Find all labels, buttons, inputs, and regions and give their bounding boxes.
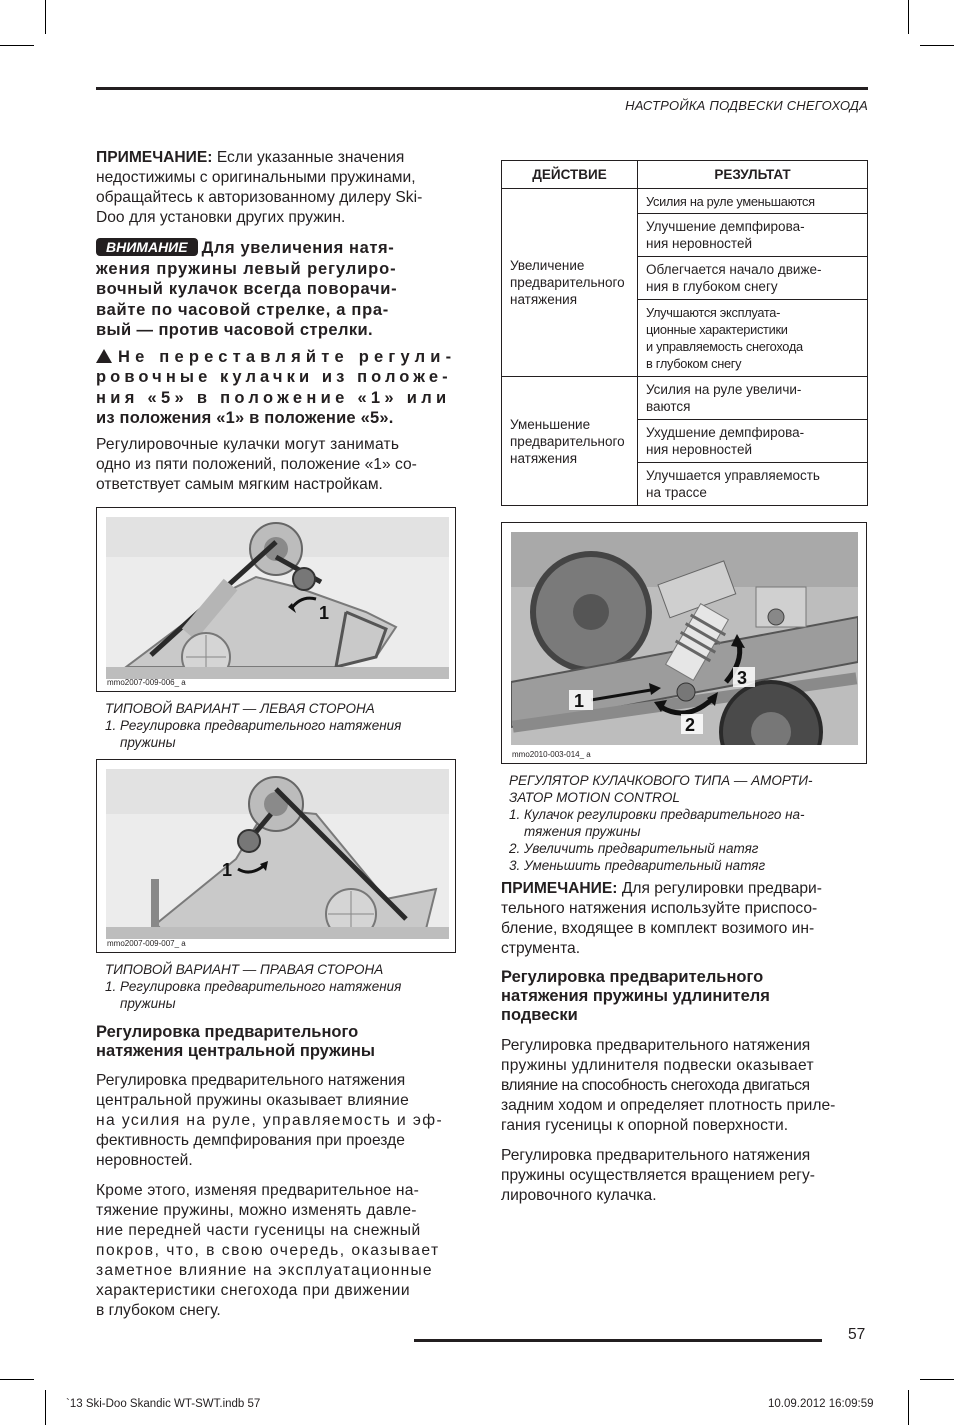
crop-mark — [0, 1379, 34, 1380]
caption-item: пружины — [120, 995, 176, 1011]
caption-item: 3. Уменьшить предварительный натяг — [509, 858, 766, 873]
caption-title: ТИПОВОЙ ВАРИАНТ — ЛЕВАЯ СТОРОНА — [105, 700, 375, 716]
shock-photo — [511, 532, 858, 745]
cams-paragraph: Регулировочные кулачки могут занимать одно из пяти положений, положение «1» со- ответствует самым мягким настройкам. — [96, 435, 417, 493]
table-action-cell: Уменьшение предварительного натяжения — [502, 377, 638, 506]
crop-mark — [920, 1379, 954, 1380]
caption-item: тяжения пружины — [524, 824, 641, 839]
adjustment-results-table — [501, 160, 868, 506]
note-label: ПРИМЕЧАНИЕ: — [501, 880, 618, 897]
caption-item: пружины — [120, 734, 176, 750]
figure-left-side — [96, 507, 456, 692]
table-result-cell: Усилия на руле уменьшаются — [638, 189, 868, 214]
extension-spring-paragraph: Регулировка предварительного натяжения пружины удлинителя подвески оказывает влияние на способность снегохода двигаться задним ходом и определяет плотность приле- гания гусеницы к опорной поверхности. — [501, 1037, 836, 1134]
warning-icon — [96, 349, 112, 363]
table-row — [502, 377, 868, 420]
caption-item: 2. Увеличить предварительный натяг — [509, 841, 759, 856]
callout-1: 1 — [222, 859, 233, 880]
figure-motion-control — [501, 522, 867, 764]
suspension-photo — [106, 769, 449, 939]
table-result-cell: Улучшение демпфирова- ния неровностей — [638, 214, 868, 257]
suspension-illustration — [106, 769, 449, 939]
caution-badge: ВНИМАНИЕ — [96, 238, 198, 256]
crop-mark — [920, 45, 954, 46]
callout-2: 2 — [685, 715, 696, 735]
table-result-cell: Усилия на руле увеличи- ваются — [638, 377, 868, 420]
suspension-photo — [106, 517, 449, 679]
caution-paragraph: ВНИМАНИЕ Для увеличения натя- жения пружины левый регулиро- вочный кулачок всегда поворачи- вайте по часовой стрелке, а пра- вый — против часовой стрелки. — [96, 239, 398, 339]
center-spring-paragraph: Регулировка предварительного натяжения центральной пружины оказывает влияние на усилия на руле, управляемость и эф- фективность демпфирования при проезде неровностей. — [96, 1071, 444, 1169]
caption-item: 1. Регулировка предварительного натяжения — [105, 717, 402, 733]
callout-1: 1 — [319, 602, 330, 623]
print-footer-right: 10.09.2012 16:09:59 — [768, 1398, 874, 1410]
running-header: НАСТРОЙКА ПОДВЕСКИ СНЕГОХОДА — [625, 98, 868, 113]
section-heading: Регулировка предварительного натяжения центральной пружины — [96, 1022, 375, 1060]
cam-rotation-paragraph: Регулировка предварительного натяжения пружины осуществляется вращением регу- лировочного кулачка. — [501, 1147, 815, 1204]
figure-code: mmo2007-009-007_ a — [107, 938, 186, 948]
figure-code: mmo2010-003-014_ a — [512, 750, 591, 759]
crop-mark — [908, 1390, 909, 1425]
warning-paragraph: Не переставляйте регули- ровочные кулачки из положе- ния «5» в положение «1» или из положения «1» в положение «5». — [96, 347, 457, 427]
right-column — [501, 160, 868, 1206]
figure-caption: РЕГУЛЯТОР КУЛАЧКОВОГО ТИПА — АМОРТИ- ЗАТОР MOTION CONTROL 1. Кулачок регулировки предварительного на- тяжения пружины 2. Увеличить предварительный натяг 3. Уменьшить предварительный натяг — [501, 772, 868, 874]
note-paragraph: ПРИМЕЧАНИЕ: Для регулировки предвари- тельного натяжения используйте приспосо- бление, входящее в комплект возимого ин- струмента. — [501, 880, 822, 957]
note-label: ПРИМЕЧАНИЕ: — [96, 149, 213, 166]
figure-right-side — [96, 759, 456, 953]
callout-3: 3 — [737, 668, 748, 688]
suspension-illustration — [106, 517, 449, 679]
table-result-cell: Улучшается управляемость на трассе — [638, 463, 868, 506]
table-header-row — [502, 161, 868, 189]
table-result-cell: Облегчается начало движе- ния в глубоком снегу — [638, 257, 868, 300]
caption-title: ТИПОВОЙ ВАРИАНТ — ПРАВАЯ СТОРОНА — [105, 961, 384, 977]
table-header-action: ДЕЙСТВИЕ — [502, 161, 638, 189]
header-rule — [96, 87, 868, 90]
track-pressure-paragraph: Кроме этого, изменяя предварительное на- тяжение пружины, можно изменять давле- ние передней части гусеницы на снежный покров, что, в свою очередь, оказывает заметное влияние на эксплуатационные характеристики снегохода при движении в глубоком снегу. — [96, 1181, 440, 1319]
caption-item: 1. Регулировка предварительного натяжения — [105, 978, 402, 994]
crop-mark — [45, 1390, 46, 1425]
callout-1: 1 — [574, 691, 585, 711]
section-heading: Регулировка предварительного натяжения пружины удлинителя подвески — [501, 968, 770, 1024]
shock-illustration — [511, 532, 858, 745]
left-column — [96, 148, 464, 1321]
figure-caption — [96, 961, 464, 1012]
footer-rule — [414, 1339, 822, 1342]
table-row — [502, 189, 868, 214]
crop-mark — [0, 45, 34, 46]
print-footer-left: `13 Ski-Doo Skandic WT-SWT.indb 57 — [66, 1398, 261, 1410]
crop-mark — [45, 0, 46, 34]
crop-mark — [908, 0, 909, 34]
table-action-cell: Увеличение предварительного натяжения — [502, 189, 638, 377]
page-number: 57 — [848, 1326, 866, 1343]
figure-code: mmo2007-009-006_ a — [107, 677, 186, 687]
figure-caption — [96, 700, 464, 751]
note-paragraph: ПРИМЕЧАНИЕ: Если указанные значения недостижимы с оригинальными пружинами, обращайтесь к авторизованному дилеру Ski- Doo для установки других пружин. — [96, 149, 423, 226]
caption-item: 1. Кулачок регулировки предварительного на- — [509, 807, 805, 822]
table-header-result: РЕЗУЛЬТАТ — [638, 161, 868, 189]
table-result-cell: Ухудшение демпфирова- ния неровностей — [638, 420, 868, 463]
table-result-cell: Улучшаются эксплуата- ционные характеристики и управляемость снегохода в глубоком снегу — [638, 300, 868, 377]
